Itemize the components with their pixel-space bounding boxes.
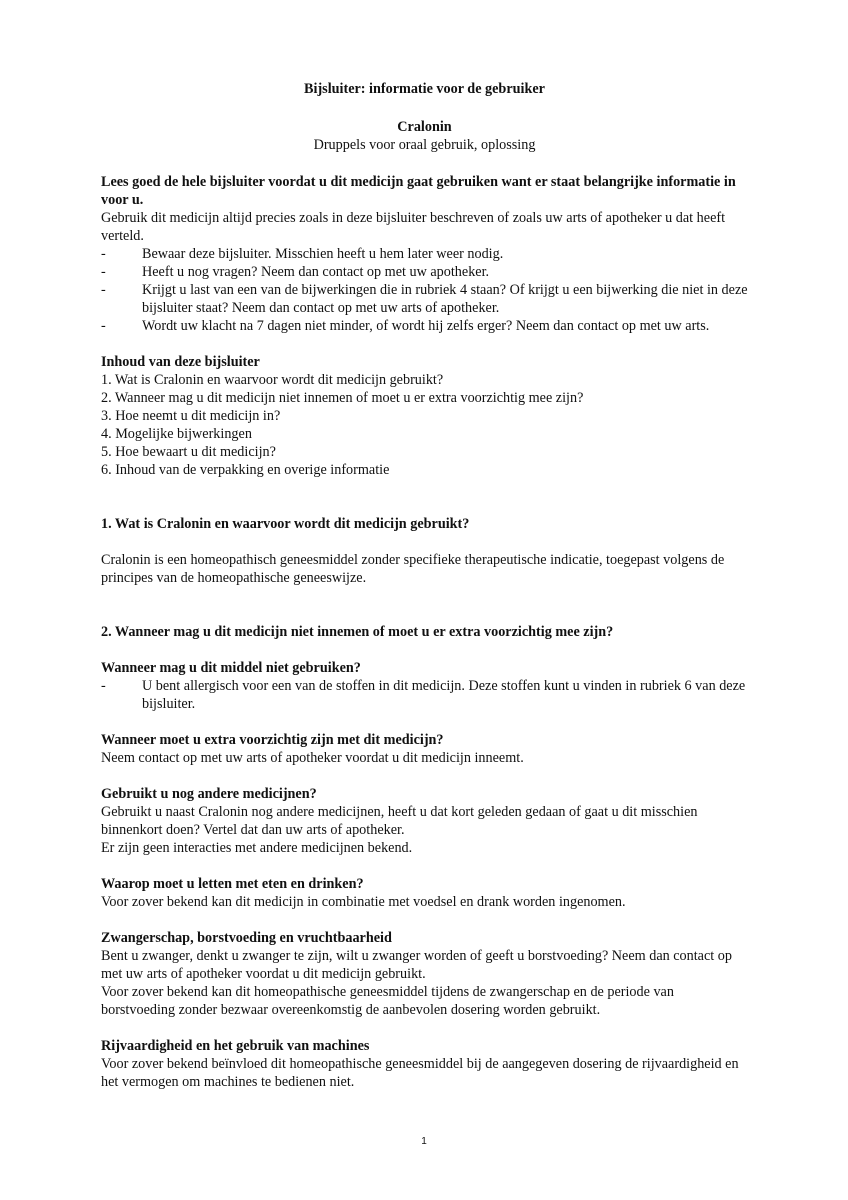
toc-heading: Inhoud van deze bijsluiter xyxy=(101,354,260,370)
section1-text: Cralonin is een homeopathisch geneesmiddel zonder specifieke therapeutische indicatie, toegepast volgens de principes van de homeopathische geneeswijze. xyxy=(101,552,725,586)
intro-bullet xyxy=(101,281,748,317)
bullet-marker: - xyxy=(101,264,106,280)
bullet-text: Heeft u nog vragen? Neem dan contact op met uw apotheker. xyxy=(142,264,490,280)
toc-item: 2. Wanneer mag u dit medicijn niet innemen of moet u er extra voorzichtig mee zijn? xyxy=(101,390,584,406)
toc-item: 6. Inhoud van de verpakking en overige informatie xyxy=(101,462,390,478)
not-use-bullet xyxy=(101,677,748,713)
intro-bullet xyxy=(101,245,748,263)
food-heading: Waarop moet u letten met eten en drinken? xyxy=(101,876,364,892)
section2-heading: 2. Wanneer mag u dit medicijn niet innemen of moet u er extra voorzichtig mee zijn? xyxy=(101,624,614,640)
intro-bullet xyxy=(101,263,748,281)
section1-heading: 1. Wat is Cralonin en waarvoor wordt dit medicijn gebruikt? xyxy=(101,516,470,532)
driving-heading: Rijvaardigheid en het gebruik van machines xyxy=(101,1038,370,1054)
pregnancy-heading: Zwangerschap, borstvoeding en vruchtbaarheid xyxy=(101,930,392,946)
not-use-bullet-list xyxy=(101,677,748,713)
food-text: Voor zover bekend kan dit medicijn in combinatie met voedsel en drank worden ingenomen. xyxy=(101,894,626,910)
other-meds-heading: Gebruikt u nog andere medicijnen? xyxy=(101,786,317,802)
intro-bullet-list xyxy=(101,245,748,335)
toc-item: 3. Hoe neemt u dit medicijn in? xyxy=(101,408,281,424)
document-title: Bijsluiter: informatie voor de gebruiker xyxy=(304,81,545,97)
bullet-marker: - xyxy=(101,246,106,262)
product-name: Cralonin xyxy=(397,119,452,135)
toc-item: 1. Wat is Cralonin en waarvoor wordt dit medicijn gebruikt? xyxy=(101,372,444,388)
intro-bullet xyxy=(101,317,748,335)
bullet-text: Wordt uw klacht na 7 dagen niet minder, of wordt hij zelfs erger? Neem dan contact op met uw arts. xyxy=(142,318,710,334)
intro-heading: Lees goed de hele bijsluiter voordat u dit medicijn gaat gebruiken want er staat belangrijke informatie in voor u. xyxy=(101,174,736,208)
toc-item: 4. Mogelijke bijwerkingen xyxy=(101,426,252,442)
page-number: 1 xyxy=(421,1136,427,1147)
careful-text: Neem contact op met uw arts of apotheker voordat u dit medicijn inneemt. xyxy=(101,750,524,766)
bullet-marker: - xyxy=(101,318,106,334)
careful-heading: Wanneer moet u extra voorzichtig zijn met dit medicijn? xyxy=(101,732,444,748)
pregnancy-text-2: Voor zover bekend kan dit homeopathische geneesmiddel tijdens de zwangerschap en de periode van borstvoeding zonder bezwaar overeenkomstig de aanbevolen dosering worden gebruikt. xyxy=(101,984,674,1018)
bullet-marker: - xyxy=(101,678,106,694)
driving-text: Voor zover bekend beïnvloed dit homeopathische geneesmiddel bij de aangegeven dosering de rijvaardigheid en het vermogen om machines te bedienen niet. xyxy=(101,1056,739,1090)
pregnancy-text: Bent u zwanger, denkt u zwanger te zijn, wilt u zwanger worden of geeft u borstvoeding? Neem dan contact op met uw arts of apotheker voordat u dit medicijn gebruikt. xyxy=(101,948,732,982)
product-form: Druppels voor oraal gebruik, oplossing xyxy=(313,137,536,153)
toc-list xyxy=(101,371,748,479)
toc-item: 5. Hoe bewaart u dit medicijn? xyxy=(101,444,276,460)
bullet-marker: - xyxy=(101,282,106,298)
bullet-text: Krijgt u last van een van de bijwerkingen die in rubriek 4 staan? Of krijgt u een bijwerking die niet in deze bijsluiter staat? Neem dan contact op met uw arts of apotheker. xyxy=(142,282,748,316)
other-meds-text: Gebruikt u naast Cralonin nog andere medicijnen, heeft u dat kort geleden gedaan of gaat u dit misschien binnenkort doen? Vertel dat dan uw arts of apotheker. xyxy=(101,804,698,838)
intro-text: Gebruik dit medicijn altijd precies zoals in deze bijsluiter beschreven of zoals uw arts of apotheker u dat heeft verteld. xyxy=(101,210,726,244)
not-use-heading: Wanneer mag u dit middel niet gebruiken? xyxy=(101,660,361,676)
other-meds-interactions: Er zijn geen interacties met andere medicijnen bekend. xyxy=(101,840,413,856)
bullet-text: Bewaar deze bijsluiter. Misschien heeft u hem later weer nodig. xyxy=(142,246,504,262)
bullet-text: U bent allergisch voor een van de stoffen in dit medicijn. Deze stoffen kunt u vinden in rubriek 6 van deze bijsluiter. xyxy=(142,678,746,712)
